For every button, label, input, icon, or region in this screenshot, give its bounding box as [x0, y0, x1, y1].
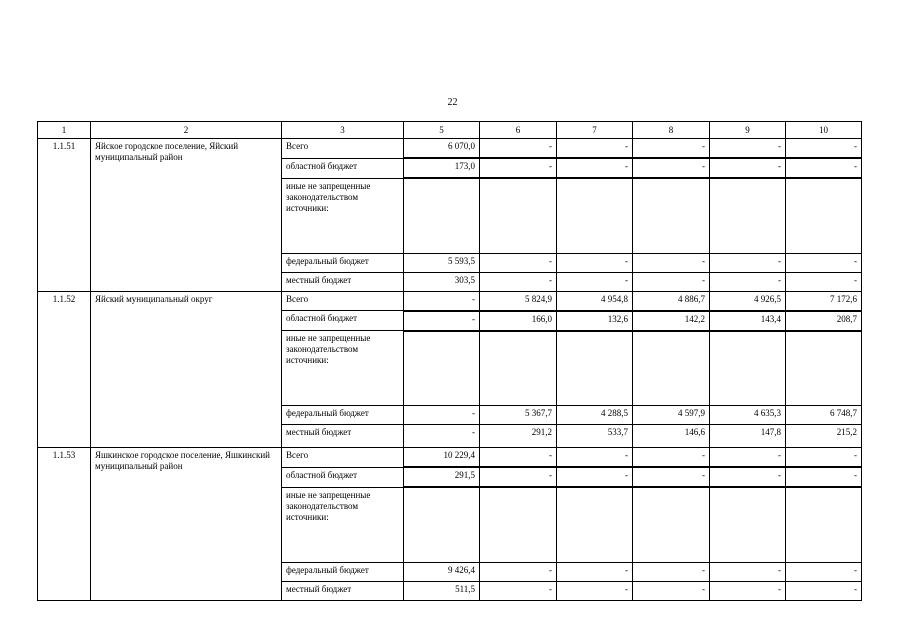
value-cell: -: [557, 253, 633, 272]
value-cell: -: [633, 253, 710, 272]
value-cell: -: [786, 448, 862, 468]
value-cell: 7 172,6: [786, 291, 862, 311]
value-cell: -: [633, 467, 710, 487]
value-cell: [786, 331, 862, 406]
value-cell: -: [710, 581, 786, 600]
value-cell: [710, 178, 786, 253]
section-name: Яйский муниципальный округ: [91, 291, 282, 448]
value-cell: -: [480, 467, 557, 487]
funding-source-label: иные не запрещенные законодательством источники:: [282, 331, 404, 406]
column-header: 5: [404, 122, 480, 139]
funding-source-label: Всего: [282, 139, 404, 159]
value-cell: [786, 178, 862, 253]
value-cell: -: [633, 448, 710, 468]
value-cell: -: [710, 139, 786, 159]
value-cell: [404, 178, 480, 253]
funding-source-label: Всего: [282, 448, 404, 468]
value-cell: -: [633, 581, 710, 600]
funding-source-label: местный бюджет: [282, 581, 404, 600]
section-name: Яшкинское городское поселение, Яшкинский муниципальный район: [91, 448, 282, 601]
column-header: 2: [91, 122, 282, 139]
value-cell: 147,8: [710, 425, 786, 448]
value-cell: -: [480, 562, 557, 581]
value-cell: [633, 487, 710, 562]
value-cell: 9 426,4: [404, 562, 480, 581]
value-cell: 303,5: [404, 272, 480, 291]
value-cell: -: [633, 139, 710, 159]
value-cell: -: [633, 158, 710, 178]
value-cell: 4 926,5: [710, 291, 786, 311]
value-cell: -: [710, 253, 786, 272]
value-cell: -: [480, 448, 557, 468]
column-header: 10: [786, 122, 862, 139]
value-cell: -: [786, 467, 862, 487]
section-name: Яйскoe городское поселение, Яйский муниципальный район: [91, 139, 282, 292]
section-code: 1.1.52: [38, 291, 91, 448]
value-cell: -: [557, 581, 633, 600]
column-header: 9: [710, 122, 786, 139]
value-cell: 4 635,3: [710, 406, 786, 425]
value-cell: -: [480, 581, 557, 600]
value-cell: [404, 331, 480, 406]
funding-source-label: областной бюджет: [282, 311, 404, 331]
value-cell: -: [480, 139, 557, 159]
value-cell: 146,6: [633, 425, 710, 448]
section-code: 1.1.51: [38, 139, 91, 292]
value-cell: -: [404, 291, 480, 311]
value-cell: -: [710, 448, 786, 468]
value-cell: 5 593,5: [404, 253, 480, 272]
value-cell: 511,5: [404, 581, 480, 600]
value-cell: 215,2: [786, 425, 862, 448]
table-row: [38, 448, 862, 468]
value-cell: 5 367,7: [480, 406, 557, 425]
value-cell: [786, 487, 862, 562]
value-cell: [480, 487, 557, 562]
value-cell: 533,7: [557, 425, 633, 448]
value-cell: 4 954,8: [557, 291, 633, 311]
funding-source-label: местный бюджет: [282, 425, 404, 448]
value-cell: [557, 487, 633, 562]
value-cell: -: [710, 467, 786, 487]
funding-source-label: областной бюджет: [282, 158, 404, 178]
funding-source-label: областной бюджет: [282, 467, 404, 487]
value-cell: 291,2: [480, 425, 557, 448]
page-number: 22: [447, 97, 458, 108]
value-cell: [557, 331, 633, 406]
column-header: 8: [633, 122, 710, 139]
value-cell: -: [633, 272, 710, 291]
value-cell: -: [557, 467, 633, 487]
value-cell: -: [786, 562, 862, 581]
value-cell: -: [404, 425, 480, 448]
value-cell: -: [557, 562, 633, 581]
budget-table: [37, 121, 862, 601]
value-cell: 291,5: [404, 467, 480, 487]
funding-source-label: иные не запрещенные законодательством источники:: [282, 487, 404, 562]
value-cell: 4 288,5: [557, 406, 633, 425]
value-cell: -: [480, 272, 557, 291]
value-cell: [710, 487, 786, 562]
value-cell: 5 824,9: [480, 291, 557, 311]
value-cell: -: [404, 311, 480, 331]
value-cell: -: [786, 272, 862, 291]
funding-source-label: иные не запрещенные законодательством источники:: [282, 178, 404, 253]
value-cell: [710, 331, 786, 406]
value-cell: 173,0: [404, 158, 480, 178]
value-cell: 143,4: [710, 311, 786, 331]
value-cell: 4 886,7: [633, 291, 710, 311]
header-row: [38, 122, 862, 139]
value-cell: [480, 331, 557, 406]
value-cell: [633, 178, 710, 253]
funding-source-label: федеральный бюджет: [282, 253, 404, 272]
table-row: [38, 291, 862, 311]
value-cell: -: [480, 158, 557, 178]
value-cell: 142,2: [633, 311, 710, 331]
funding-source-label: местный бюджет: [282, 272, 404, 291]
column-header: 3: [282, 122, 404, 139]
value-cell: -: [710, 158, 786, 178]
value-cell: 166,0: [480, 311, 557, 331]
value-cell: -: [786, 581, 862, 600]
value-cell: -: [786, 253, 862, 272]
value-cell: 10 229,4: [404, 448, 480, 468]
value-cell: -: [710, 562, 786, 581]
value-cell: -: [633, 562, 710, 581]
funding-source-label: федеральный бюджет: [282, 406, 404, 425]
value-cell: [404, 487, 480, 562]
value-cell: -: [786, 158, 862, 178]
value-cell: -: [404, 406, 480, 425]
value-cell: 208,7: [786, 311, 862, 331]
value-cell: -: [557, 272, 633, 291]
value-cell: -: [557, 448, 633, 468]
value-cell: -: [480, 253, 557, 272]
funding-source-label: федеральный бюджет: [282, 562, 404, 581]
column-header: 7: [557, 122, 633, 139]
value-cell: 132,6: [557, 311, 633, 331]
value-cell: -: [557, 158, 633, 178]
value-cell: [557, 178, 633, 253]
table-row: [38, 139, 862, 159]
section-code: 1.1.53: [38, 448, 91, 601]
column-header: 6: [480, 122, 557, 139]
value-cell: -: [786, 139, 862, 159]
value-cell: -: [557, 139, 633, 159]
value-cell: 4 597,9: [633, 406, 710, 425]
value-cell: -: [710, 272, 786, 291]
funding-source-label: Всего: [282, 291, 404, 311]
column-header: 1: [38, 122, 91, 139]
value-cell: 6 070,0: [404, 139, 480, 159]
value-cell: [633, 331, 710, 406]
value-cell: 6 748,7: [786, 406, 862, 425]
value-cell: [480, 178, 557, 253]
